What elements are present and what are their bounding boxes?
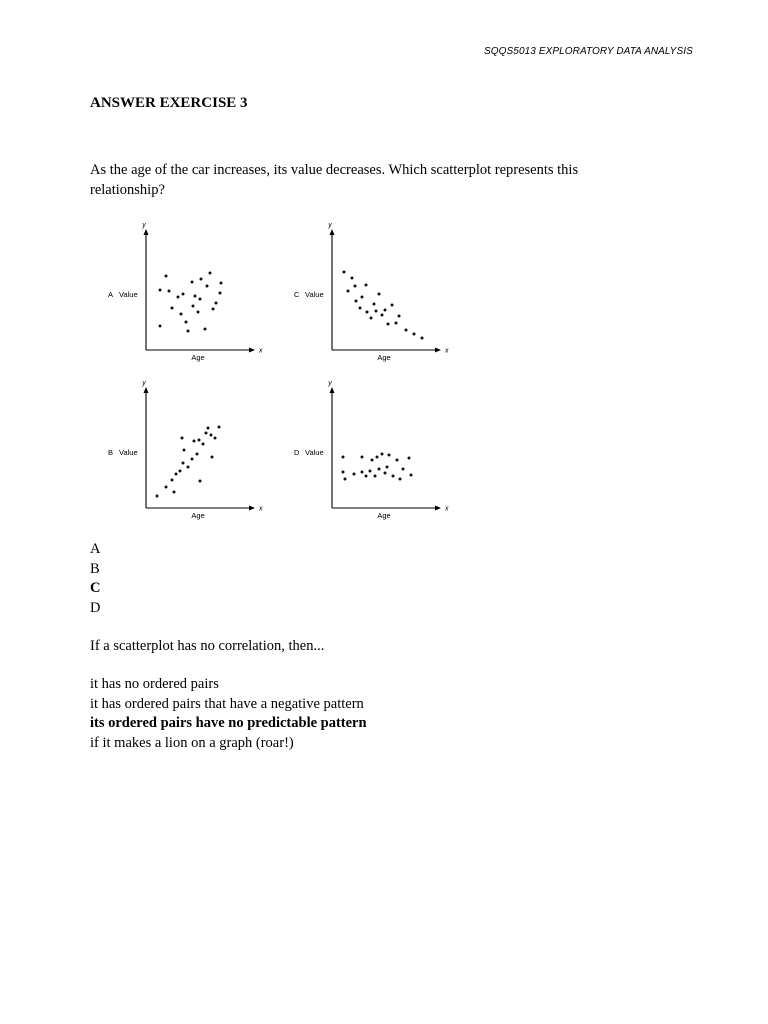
data-point: [199, 480, 202, 483]
q1-option-b[interactable]: B: [90, 560, 100, 577]
data-point: [361, 456, 364, 459]
question-1-options: [90, 540, 100, 618]
y-axis-symbol: y: [142, 222, 146, 229]
data-point: [207, 427, 210, 430]
x-axis-arrow-icon: [249, 506, 255, 511]
x-axis-symbol: x: [259, 505, 263, 513]
q2-option-1[interactable]: it has no ordered pairs: [90, 676, 219, 692]
data-point: [361, 296, 364, 299]
data-point: [187, 466, 190, 469]
data-point: [192, 305, 195, 308]
data-point: [384, 309, 387, 312]
data-point: [177, 296, 180, 299]
y-axis-arrow-icon: [144, 387, 149, 393]
data-point: [392, 475, 395, 478]
data-point: [191, 281, 194, 284]
data-point: [347, 290, 350, 293]
q1-option-c[interactable]: C: [90, 580, 101, 596]
data-point: [413, 333, 416, 336]
data-point: [378, 468, 381, 471]
data-point: [175, 473, 178, 476]
q1-option-a[interactable]: A: [90, 541, 101, 557]
data-point: [342, 471, 345, 474]
data-point: [181, 437, 184, 440]
y-axis-label: Value: [119, 290, 138, 299]
panel-letter: A: [108, 290, 114, 299]
data-point: [371, 459, 374, 462]
data-point: [218, 426, 221, 429]
scatterplot-a: [100, 222, 263, 362]
data-point: [171, 307, 174, 310]
data-point: [209, 272, 212, 275]
data-point: [396, 459, 399, 462]
data-point: [165, 486, 168, 489]
data-point: [200, 278, 203, 281]
x-axis-label: Age: [191, 511, 205, 520]
data-point: [395, 322, 398, 325]
data-point: [351, 277, 354, 280]
data-point: [168, 290, 171, 293]
data-point: [194, 295, 197, 298]
scatter-svg-c: [286, 222, 449, 362]
q2-option-4[interactable]: if it makes a lion on a graph (roar!): [90, 734, 294, 751]
data-point: [215, 302, 218, 305]
q2-option-2[interactable]: it has ordered pairs that have a negative pattern: [90, 695, 364, 712]
data-point: [159, 325, 162, 328]
data-point: [199, 298, 202, 301]
data-point: [374, 475, 377, 478]
course-header: SQQS5013 EXPLORATORY DATA ANALYSIS: [484, 46, 693, 57]
x-axis-label: Age: [377, 353, 391, 362]
x-axis-arrow-icon: [435, 506, 441, 511]
y-axis-symbol: y: [142, 380, 146, 387]
data-point: [375, 310, 378, 313]
data-point: [373, 303, 376, 306]
data-point: [344, 478, 347, 481]
q2-option-3[interactable]: its ordered pairs have no predictable pattern: [90, 715, 367, 731]
data-point: [384, 472, 387, 475]
x-axis-label: Age: [191, 353, 205, 362]
data-point: [370, 317, 373, 320]
data-point: [202, 443, 205, 446]
data-point: [206, 285, 209, 288]
data-point: [361, 471, 364, 474]
data-point: [359, 307, 362, 310]
data-point: [355, 300, 358, 303]
data-point: [410, 474, 413, 477]
y-axis-arrow-icon: [144, 229, 149, 235]
question-2-text: If a scatterplot has no correlation, then...: [90, 638, 325, 654]
panel-letter: C: [294, 290, 300, 299]
y-axis-arrow-icon: [330, 387, 335, 393]
x-axis-label: Age: [377, 511, 391, 520]
data-point: [388, 454, 391, 457]
data-point: [173, 491, 176, 494]
data-point: [386, 466, 389, 469]
data-point: [159, 289, 162, 292]
data-point: [156, 495, 159, 498]
data-point: [185, 321, 188, 324]
data-point: [369, 470, 372, 473]
x-axis-symbol: x: [259, 347, 263, 355]
panel-letter: D: [294, 448, 300, 457]
data-point: [165, 275, 168, 278]
data-point: [193, 440, 196, 443]
data-point: [402, 468, 405, 471]
question-2-options: [90, 675, 367, 753]
data-point: [183, 449, 186, 452]
data-point: [421, 337, 424, 340]
data-point: [405, 329, 408, 332]
data-point: [171, 479, 174, 482]
data-point: [353, 473, 356, 476]
scatterplot-d: [286, 380, 449, 520]
data-point: [197, 311, 200, 314]
data-point: [408, 457, 411, 460]
scatterplot-c: [286, 222, 449, 362]
scatter-svg-b: [100, 380, 263, 520]
y-axis-label: Value: [119, 448, 138, 457]
data-point: [214, 437, 217, 440]
scatter-svg-d: [286, 380, 449, 520]
scatterplot-b: [100, 380, 263, 520]
data-point: [182, 462, 185, 465]
data-point: [180, 313, 183, 316]
question-1-text: As the age of the car increases, its value decreases. Which scatterplot represents this relationship?: [90, 162, 579, 198]
x-axis-arrow-icon: [435, 348, 441, 353]
q1-option-d[interactable]: D: [90, 599, 101, 616]
x-axis-symbol: x: [445, 347, 449, 355]
panel-letter: B: [108, 448, 114, 457]
data-point: [342, 456, 345, 459]
data-point: [204, 328, 207, 331]
data-point: [366, 311, 369, 314]
data-point: [398, 315, 401, 318]
y-axis-symbol: y: [328, 222, 332, 229]
data-point: [376, 456, 379, 459]
data-point: [196, 453, 199, 456]
x-axis-arrow-icon: [249, 348, 255, 353]
data-point: [399, 478, 402, 481]
data-point: [187, 330, 190, 333]
data-point: [387, 323, 390, 326]
data-point: [179, 470, 182, 473]
data-point: [212, 308, 215, 311]
x-axis-symbol: x: [445, 505, 449, 513]
data-point: [211, 456, 214, 459]
data-point: [343, 271, 346, 274]
data-point: [381, 314, 384, 317]
data-point: [205, 432, 208, 435]
data-point: [210, 434, 213, 437]
data-point: [365, 284, 368, 287]
page-title: ANSWER EXERCISE 3: [90, 95, 248, 111]
data-point: [182, 293, 185, 296]
y-axis-label: Value: [305, 290, 324, 299]
data-point: [365, 475, 368, 478]
y-axis-label: Value: [305, 448, 324, 457]
y-axis-arrow-icon: [330, 229, 335, 235]
scatter-svg-a: [100, 222, 263, 362]
y-axis-symbol: y: [328, 380, 332, 387]
data-point: [191, 458, 194, 461]
data-point: [391, 304, 394, 307]
data-point: [354, 285, 357, 288]
data-point: [381, 453, 384, 456]
data-point: [219, 292, 222, 295]
data-point: [198, 439, 201, 442]
data-point: [220, 282, 223, 285]
data-point: [378, 293, 381, 296]
